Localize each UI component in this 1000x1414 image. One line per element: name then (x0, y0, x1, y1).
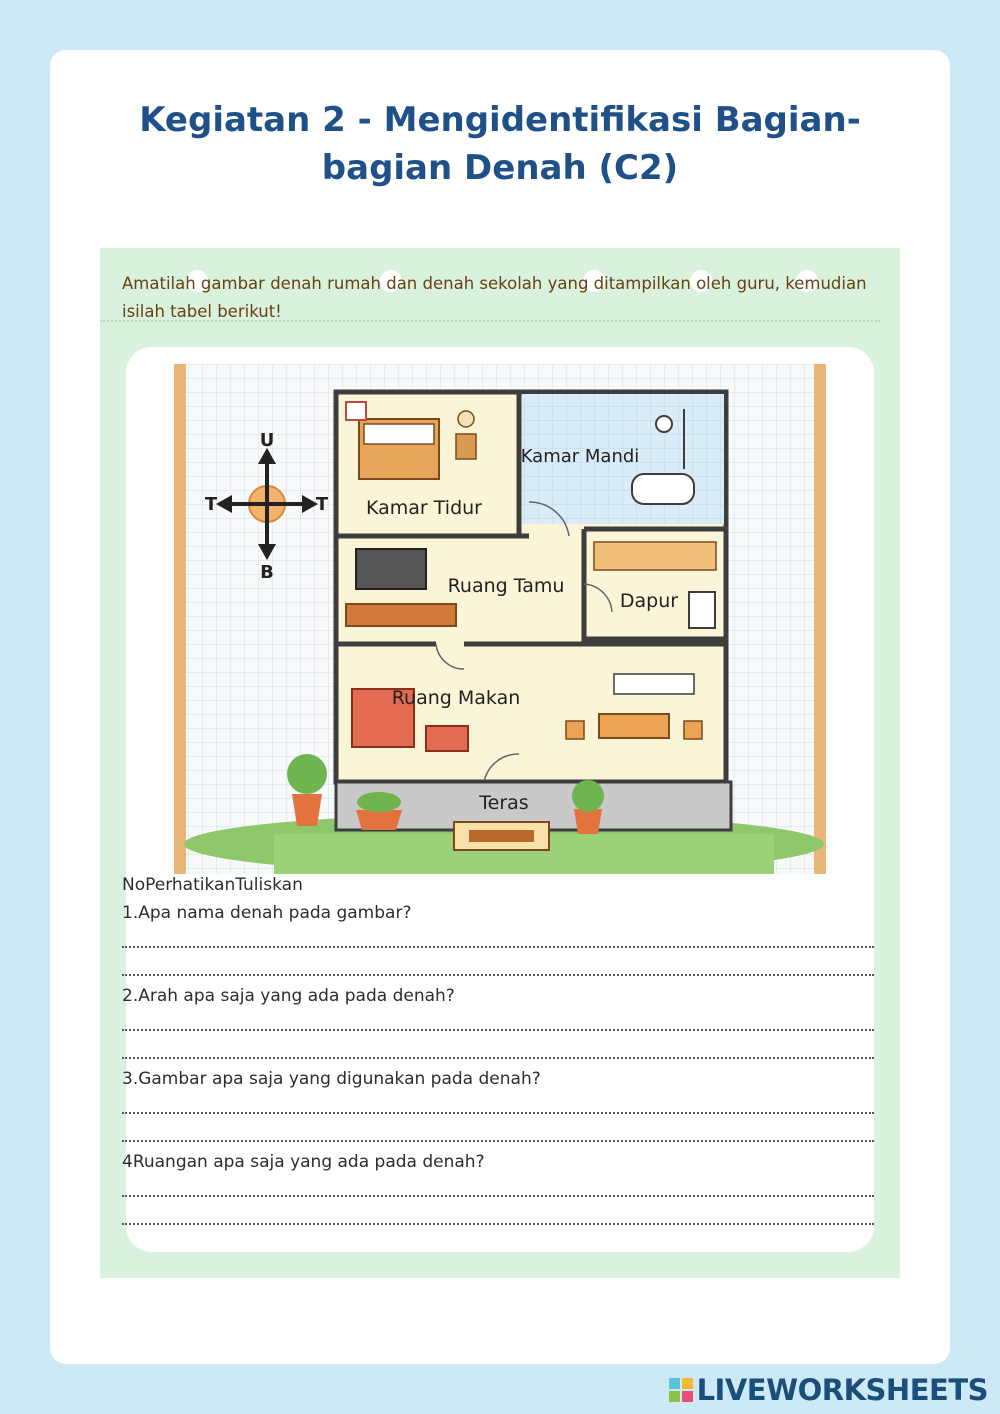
answer-1-line-2[interactable] (122, 964, 874, 976)
table-header: NoPerhatikanTuliskan (122, 875, 303, 895)
answer-4-line-2[interactable] (122, 1213, 874, 1225)
compass-west: T (204, 494, 218, 515)
compass-north: U (259, 430, 275, 451)
room-label-ruang-makan: Ruang Makan (391, 687, 521, 709)
liveworksheets-brand (669, 1372, 988, 1408)
instruction-text: Amatilah gambar denah rumah dan denah sekolah yang ditampilkan oleh guru, kemudian isilah tabel berikut! (122, 274, 867, 321)
answer-4-line-1[interactable] (122, 1185, 874, 1197)
divider (100, 320, 880, 322)
answer-2-line-2[interactable] (122, 1047, 874, 1059)
room-label-ruang-tamu: Ruang Tamu (447, 575, 565, 597)
brand-name: LIVEWORKSHEETS (696, 1373, 988, 1407)
question-2: 2.Arah apa saja yang ada pada denah? (122, 986, 455, 1006)
question-1: 1.Apa nama denah pada gambar? (122, 903, 412, 923)
room-label-teras: Teras (479, 792, 529, 814)
liveworksheets-logo-icon (669, 1378, 693, 1402)
room-label-kamar-tidur: Kamar Tidur (366, 497, 482, 519)
room-label-dapur: Dapur (619, 590, 679, 612)
compass-east: T (315, 494, 329, 515)
answer-2-line-1[interactable] (122, 1019, 874, 1031)
question-3: 3.Gambar apa saja yang digunakan pada denah? (122, 1069, 541, 1089)
floor-plan-drawing (174, 364, 826, 874)
answer-1-line-1[interactable] (122, 936, 874, 948)
compass-south: B (260, 562, 274, 583)
answer-3-line-2[interactable] (122, 1130, 874, 1142)
floor-plan-image (174, 364, 826, 874)
answer-3-line-1[interactable] (122, 1102, 874, 1114)
page-title: Kegiatan 2 - Mengidentifikasi Bagian-bagian Denah (C2) (139, 100, 861, 188)
room-label-kamar-mandi: Kamar Mandi (520, 446, 640, 467)
question-4: 4Ruangan apa saja yang ada pada denah? (122, 1152, 485, 1172)
